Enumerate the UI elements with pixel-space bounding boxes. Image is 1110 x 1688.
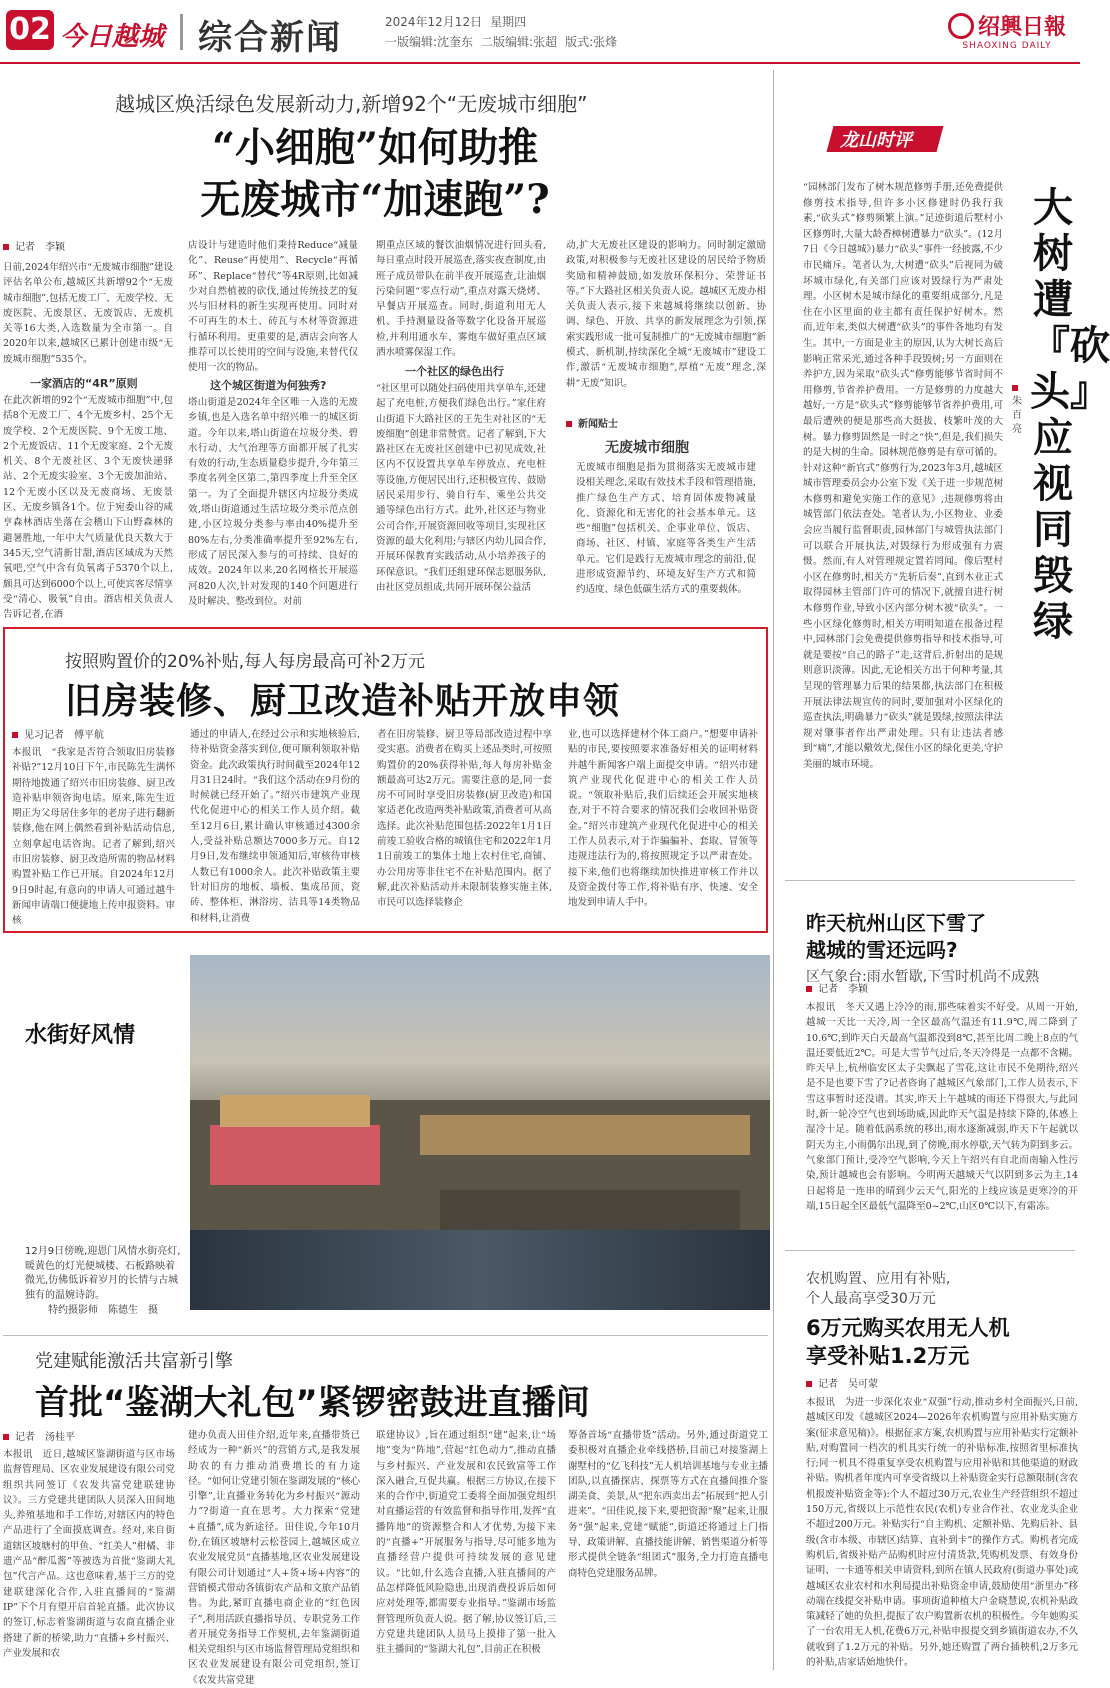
article3-col3: 联建协议》,旨在通过组织“建”起来,让“场地”变为“阵地”,营起“红色动力”,推动直播与乡村振兴、产业发展和农民致富等工作深入融合,互促共赢。根据三方协议,在接下来的合作中,街道党工委将全面加强党组织对直播运营的有效监督和指导作用,发挥“直播阵地”的资源整合和人才优势,为接下来的“直播+”开展服务与指导,尽可能多地为直播经营户提供可持续发展的意见建议。“比如,什么选合直播,入驻直播间的产品怎样降低风险隐患,出现消费投诉后如何应对处理等,都需要专业指导。”鉴湖市场监督管理所负责人说。据了解,协议签订后,三方党建共建团队人员马上摸排了第一批入驻主播间的“鉴湖大礼包”,目前正在积极 <box>376 1430 556 1656</box>
snow-subtitle: 区气象台:雨水暂歇,下雪时机尚不成熟 <box>806 969 1040 985</box>
farm-kicker-line2: 个人最高享受30万元 <box>806 1291 936 1307</box>
snow-title-line1: 昨天杭州山区下雪了 <box>806 911 986 935</box>
photo-roof-1 <box>220 1095 370 1127</box>
farm-text: 本报讯 为进一步深化农业“双强”行动,推动乡村全面振兴,日前,越城区印发《越城区2024—2026年农机购置与应用补贴实施方案(征求意见稿)》。根据征求方案,农机购置与应用补贴实行定额补贴,对购置同一档次的机具实行统一的补贴标准,按照省里标准执行;同一机具不得重复享受农机购置与应用补贴和其他渠道的财政补贴。购机者年度内可享受省级以上补贴资金实行总额限制(含农机报废补贴资金等):个人不超过30万元,农业生产经营组织不超过150万元,省级以上示范性农民(农机)专业合作社、农业龙头企业不超过200万元。补贴实行“自主购机、定额补贴、先购后补、县级(含市本级、市辖区)结算、直补到卡”的操作方式。购机者完成购机后,省级补贴产品购机时应付清货款,凭购机发票、有效身份证明、一卡通等相关申请资料,到所在镇人民政府(街道办事处)或越城区农业农村和水利局提出补贴资金申请,鼓励使用“浙里办”移动端在线提交补贴申请。事项街道种植大户金晓慧说,农机补贴政策减轻了她的负担,提振了农户购置新农机的积极性。今年她购买了一台农用无人机,花费6万元,补贴申报提交到乡镇街道农办,不久就收到了1.2万元的补贴。另外,她还购置了两台插秧机,2万多元的补贴,店家话始地快什。 <box>806 1397 1078 1669</box>
article2-col3: 者在旧房装修、厨卫等局部改造过程中享受实惠。消费者在购买上述品类时,可按照购置价的20%获得补贴,每人每房补贴金额最高可达2万元。需要注意的是,同一套房不可同时享受旧房装修(厨卫改造)和国家适老化改造两类补贴政策,消费者可从高选择。此次补贴范围包括:2022年1月1日前竣工验收合格的城镇住宅和2022年1月1日前竣工的集体土地上农村住宅,商铺、办公用房等非住宅不在补贴范围内。据了解,此次补贴活动并未限制装修实施主体,市民可以选择装修企 <box>377 729 552 909</box>
water-street-photo <box>190 955 770 1310</box>
photo-roof-2 <box>420 1115 750 1155</box>
article2-col2: 通过的申请人,在经过公示和实地核验后,待补贴资金落实到位,便可顺利领取补贴资金。此次政策执行时间截至2024年12月31日24时。“我们这个活动在9月份的时候就已经开始了。”绍兴市建筑产业现代化促进中心的相关工作人员介绍。截至12月6日,累计确认审核通过4300余人,受益补贴总额达7000多万元。自12月9日,发布继续申领通知后,审核待审核人数已有1000余人。此次补贴政策主要针对旧房的地板、墙板、集成吊顶、瓷砖、整体柜、淋浴房、洁具等14类物品和材料,让消费 <box>190 729 360 924</box>
section-title: 综合新闻 <box>198 18 342 58</box>
photo-caption: 12月9日傍晚,迎恩门风情水街亮灯,暖黄色的灯光便城楼、石板路映着微光,仿佛低诉着岁月的长情与古城独有的温婉诗韵。 <box>25 1246 181 1301</box>
farm-title <box>806 1314 1010 1370</box>
article1-title-line2: 无废城市“加速跑”? <box>200 176 550 223</box>
article3-kicker: 党建赋能激活共富新引擎 <box>35 1351 233 1372</box>
commentary-title: 大树遭『砍头』应视同毁绿 <box>1030 184 1110 645</box>
article2-kicker: 按照购置价的20%补贴,每人每房最高可补2万元 <box>65 652 426 672</box>
article3-col1: 本报讯 近日,越城区鉴湖街道与区市场监督管理局、区农业发展建设有限公司党组织共同签订《农发共富党建联建协议》。三方党建共建团队人员深入田间地头,养殖基地和手工作坊,对辖区内的特色产品进行了全面摸底调查。经对,来自街道辖区坡塘村的甲鱼、“红美人”柑橘、非遗产品“醉瓜酱”等被选为首批“鉴湖大礼包”代言产品。这也意味着,基于三方的党建联建深化合作,入驻直播间的“鉴湖IP”下个月有望开启首轮直播。此次协议的签订,标志着鉴湖街道与农商直播企业搭建了新的桥梁,助力“直播+乡村振兴、产业发展和农 <box>3 1449 175 1659</box>
commentary-logo-text: 龙山时评 <box>840 130 912 151</box>
section-brand: 今日越城 <box>60 22 165 52</box>
bottom-rule <box>3 1335 768 1336</box>
article1-tips-title: 无废城市细胞 <box>605 440 689 456</box>
snow-text: 本报讯 冬天又遇上冷冷的雨,那些味着实不好受。从周一开始,越城一天比一天冷,周一全区最高气温还有11.9℃,周二降到了10.6℃,到昨天白天最高气温都没到8℃,甚至比周二晚上8点的气温还要低近2℃。可是大雪节气过后,冬天冷得是一点都不含糊。昨天早上,杭州临安区太子尖飘起了雪花,这让市民不免期待,绍兴是不是也要下雪了?记者咨询了越城区气象部门,工作人员表示,下雪这事暂时还没谱。其实,昨天上午越城的雨还下得很大,与此同时,新一轮冷空气也到场助威,因此昨天气温是持续下降的,体感上湿冷十足。随着低涡系统的移出,雨水逐渐减弱,昨天下午起就以阴天为主,小雨偶尔出现,到了傍晚,雨水停歇,天气转为阴到多云。气象部门预计,受冷空气影响,今天上午绍兴有自北而南输入性污染,预计越城也会有影响。今明两天越城天气以阴到多云为主,14日起将是一连串的晴到少云天气,阳光的上线应该是更寒冷的开端,15日起全区最低气温降至0~2℃,山区0℃以下,有霜冻。 <box>806 1002 1078 1212</box>
article1-byline: 记者 李颖 <box>3 238 65 253</box>
article2-byline: 见习记者 傅平航 <box>12 726 104 741</box>
article1-col1-subhead: 一家酒店的“4R”原则 <box>30 377 138 390</box>
article1-kicker: 越城区焕活绿色发展新动力,新增92个“无废城市细胞” <box>115 92 588 116</box>
column-divider <box>773 70 774 1670</box>
article1-col2b: 塔山街道是2024年全区唯一入选的无废乡镇,也是入选名单中绍兴唯一的城区街道。今年以来,塔山街道在垃圾分类、碧水行动、大气治理等方面都开展了扎实有效的行动,生态质量稳步提升,今年第三季度名列全区第二,第四季度上升至全区第一。为了全面提升辖区内垃圾分类成效,塔山街道通过生活垃圾分类示范点创建,小区垃圾分类参与率由40%提升至80%左右,分类准确率提升至92%左右,形成了居民深入参与的可持续、良好的成效。2024年以来,20名网格长开展巡河820人次,针对发现的140个问题进行及时解决、整改到位。对前 <box>188 397 358 607</box>
article3-byline: 记者 汤桂平 <box>3 1428 75 1443</box>
article1-col1: 日前,2024年绍兴市“无废城市细胞”建设评估名单公布,越城区共新增92个“无废城市细胞”,包括无废工厂、无废学校、无废医院、无废景区、无废饭店、无废机关等16大类,入选数量为全市第一。自2020年以来,越城区已累计创建市级“无废城市细胞”535个。 <box>3 262 173 365</box>
farm-byline: 记者 吴可蒙 <box>806 1375 878 1390</box>
editor-2: 二版编辑:张超 <box>481 35 558 49</box>
page-number: 02 <box>6 10 54 50</box>
brand-divider <box>180 14 183 50</box>
paper-name-cn: 绍興日報 <box>977 14 1066 40</box>
farm-title-line1: 6万元购买农用无人机 <box>806 1316 1010 1340</box>
article1-tips-text: 无废城市细胞是指为贯彻落实无废城市建设相关理念,采取有效技术手段和管理措施,推广绿色生产方式、培育固体废物减量化、资源化和无害化的社会基本单元。这些“细胞”包括机关、企事业单位、饭店、商场、社区、村镇、家庭等各类生产生活单元。它们是践行无废城市理念的前沿,促进形成资源节约、环境友好生产方式和简约适度、绿色低碳生活方式的重要载体。 <box>576 462 756 596</box>
farm-title-line2: 享受补贴1.2万元 <box>806 1344 970 1368</box>
farm-kicker-line1: 农机购置、应用有补贴, <box>806 1271 951 1287</box>
article1-col1b: 在此次新增的92个“无废城市细胞”中,包括8个无废工厂、4个无废乡村、25个无废学校、2个无废医院、9个无废工地、2个无废饭店、11个无废家庭、2个无废机关、8个无废社区、3个无废快递驿站、2个无废实验室、3个无废加油站、12个无废小区以及无废商场、无废景区、无废乡镇各1个。位于宛委山谷的咸亨森林酒店坐落在会稽山下山野森林的避暑胜地,一年中大气质量优良天数大于345天,空气清新甘甜,酒店区域成为天然氧吧,空气中含有负氧离子5370个以上,颇具可达到6000个以上,可使宾客尽情享受“清心、吸氧”自由。酒店相关负责人告诉记者,在酒 <box>3 395 173 621</box>
farm-kicker <box>806 1269 950 1309</box>
article1-col3-subhead: 一个社区的绿色出行 <box>405 365 504 378</box>
article1-col2-subhead: 这个城区街道为何独秀? <box>210 379 327 392</box>
article1-col3: 期重点区域的餐饮油烟情况进行回头看,每日重点时段开展巡查,落实夜查制度,由班子成员带队在前半夜开展巡查,让油烟污染问题“零点行动”,重点对露天烧烤、早餐店开展巡查。同时,街道利用无人机、手持测量设备等数字化设备开展巡检,并利用通水车、雾炮车做好重点区域洒水喷雾保湿工作。 <box>376 240 546 359</box>
right-rule-2 <box>785 1250 1075 1251</box>
snow-title-line2: 越城的雪还远吗? <box>806 938 958 962</box>
article3-col4: 筹备首场“直播带货”活动。另外,通过街道党工委积极对直播企业牵线搭桥,目前已对接鉴湖上谢墅村的“亿飞科技”无人机培训基地与专业主播团队,以直播探店、探票等方式在直播间推介鉴湖美食、美景,从“把东西卖出去”拓展到“把人引进来”。“田佳说,接下来,要把资源“聚”起来,让服务“强”起来,党建“赋能”,街道还将通过上门指导、政策讲解、直播技能讲解、销售渠道分析等形式提供全链条“组团式”服务,全力打造直播电商特色党建服务品牌。 <box>568 1430 768 1579</box>
article1-title-line1: “小细胞”如何助推 <box>211 124 538 171</box>
photo-credit: 特约摄影师 陈德生 摄 <box>48 1305 158 1316</box>
snow-byline: 记者 李颖 <box>806 980 868 995</box>
paper-name-en: SHAOXING DAILY <box>962 41 1052 51</box>
article3-title: 首批“鉴湖大礼包”紧锣密鼓进直播间 <box>35 1383 590 1423</box>
issue-info <box>385 12 625 52</box>
commentary-text: “园林部门发布了树木规范修剪手册,还免费提供修剪技术指导,但许多小区修建时仍我行我素,“砍头式”修剪频繁上演。”足迹街道后墅村小区修剪时,大量大龄香樟树遭暴力“砍头”。(12月7日《今日越城》)暴力“砍头”事件一经披露,不少市民痛斥。笔者认为,大树遭“砍头”后视同为破坏城市绿化,有关部门应该对毁绿行为严肃处理。小区树木是城市绿化的重要组成部分,凡是住在小区里面的业主都有责任保护好树木。然而,近年来,类似大树遭“砍头”的事件各地均有发生。其中,一方面是业主的原因,认为大树长高后影响正常采光,通过各种手段毁树;另一方面则在养护方,因为采取“砍头式”修剪能够节省时间不用修剪,节省养护费用。一方是修剪的力度越大越好,一方是“砍头式”修剪能够节省养护费用,可最后遭殃的便是那些高大挺拔、枝繁叶茂的大树。暴力修剪固然是一时之“快”,但是,我们损失的是大树的生命。园林规范修剪是有章可循的。针对这种“新官式”修剪行为,2023年3月,越城区城市管理委员会办公室下发《关于进一步规范树木修剪和避免实施工作的意见》,违规修剪将由城管部门依法查处。笔者认为,小区物业、业委会应当履行监督职责,园林部门与城管执法部门可以联合开展执法,对毁绿行为形成强有力震慑。然而,有人对管理规定置若罔闻。像后墅村小区在修剪时,相关方“先斩后奏”,直到木业正式取得园林主管部门许可的情况下,就擅自进行树木修剪作业,导致小区内部分树木被“砍头”。一些小区绿化修剪时,相关方明明知道在报备过程中,园林部门会免费提供修剪指导和技术指导,可就是要按“自己的路子”走,这背后,折射出的是规则意识淡薄。因此,无论相关方出于何种考量,其呈现的管理暴力后果的结果都,执法部门在积极开展法律法规宣传的同时,要加强对小区绿化的巡查执法,明确暴力“砍头”就是毁绿,按照法律法规对肇事者作出严肃处理。只有让违法者感到“痛”,才能以儆效尤,保住小区的绿化更美,守护美丽的城市环境。 <box>803 182 1003 770</box>
article1-col2: 店设计与建造时他们秉持Reduce“减量化”、Reuse“再使用”、Recycle“再循环”、Replace“替代”等4R原则,比如减少对自然植被的砍伐,通过传统技艺的复兴与旧材料的新生实现再使用。同时对不可再生的木土、砖瓦与木材等资源进行循环利用。更重要的是,酒店会向客人推荐可以长使用的空间与设施,来替代仅使用一次的物品。 <box>188 240 358 374</box>
editor-1: 一版编辑:沈奎东 <box>385 35 474 49</box>
article2-title: 旧房装修、厨卫改造补贴开放申领 <box>65 681 621 722</box>
photo-river <box>190 1230 770 1310</box>
right-rule-1 <box>785 880 1075 881</box>
paper-logo-icon <box>948 13 974 39</box>
snow-title <box>806 910 986 964</box>
paper-logo <box>948 10 1066 51</box>
photo-title: 水街好风情 <box>25 1023 136 1048</box>
photo-lit-wall <box>210 1125 380 1185</box>
article1-title <box>150 122 600 226</box>
commentary-byline: 朱百亮 <box>1012 385 1026 437</box>
commentary-logo <box>830 120 950 156</box>
article2-col4: 业,也可以选择建材个体工商户。”想要申请补贴的市民,要按照要求准备好相关的证明材料并越牛新闻客户端上面提交申请。“绍兴市建筑产业现代化促进中心的相关工作人员说。“领取补贴后,我们后续还会开展实地核查,对于不符合要求的情况我们会收回补贴资金。”绍兴市建筑产业现代化促进中心的相关工作人员表示,对于诈骗骗补、套取、冒领等违规违法行为的,将按照规定予以严肃查处。接下来,他们也将继续加快推进审核工作并以及资金拨付等工作,将补贴有序、快速、安全地发到申请人手中。 <box>568 729 758 909</box>
article3-col2: 建办负责人田佳介绍,近年来,直播带货已经成为一种“新兴”的营销方式,是我发展助农的有力推动消费增长的有力途径。“如何让党建引领在鉴湖发展的“核心引擎”,让直播业务转化为乡村振兴“源动力”?街道一直在思考。大力探索“党建+直播”,成为新途径。田佳说,今年10月份,在镇区坡塘村云松苍园上,越城区成立农业发展党员“直播基地,区农业发展建设有限公司计划通过“人+货+场+内容”的营销模式带动各镇街农产品和文旅产品销售。为此,紧盯直播电商企业的“红色因子”,利用活跃直播指导员、专职党务工作者开展党务指导工作契机,去年鉴湖街道相关党组织与区市场监督管理局党组织和区农业发展建设有限公司党组织,签订《农发共富党建 <box>188 1430 360 1686</box>
masthead <box>0 0 1080 64</box>
article2-col1: 本报讯 “我家是否符合领取旧房装修补贴?”12月10日下午,市民陈先生满怀期待地拨通了绍兴市旧房装修、厨卫改造补贴申领咨询电话。原来,陈先生近期正为父母居住多年的老房子进行翻新装修,他在网上偶然看到补贴活动信息,立刻拿起电话咨询。记者了解到,绍兴市旧房装修、厨卫改造所需的物品材料购置补贴工作已开展。自2024年12月9日9时起,有意向的申请人可通过越牛新闻申请端口便捷地上传申报资料。审核 <box>12 747 175 927</box>
article1-tips-tag: 新闻贴士 <box>566 415 618 430</box>
issue-weekday: 星期四 <box>490 15 527 29</box>
issue-date: 2024年12月12日 <box>385 15 483 29</box>
article1-col4: 动,扩大无废社区建设的影响力。同时制定激励政策,对积极参与无废社区建设的居民给予物质奖励和精神鼓励,如发放环保积分、荣誉证书等。”下大路社区相关负责人说。越城区无废办相关负责人表示,接下来越城将继续以创新、协调、绿色、开放、共享的新发展理念为引领,探索实践形成一批可复制推广的“无废城市细胞”新模式、新机制,持续深化全城“无废城市”建设工作,激活“无废城市细胞”,厚植“无废”理念,深耕“无废”知识。 <box>566 240 766 389</box>
article1-col3b: “社区里可以随处扫码使用共享单车,还建起了充电桩,方便我们绿色出行。”家住府山街道下大路社区的王先生对社区的“无废细胞”创建非常赞赏。记者了解到,下大路社区在无废社区创建中已初见成效,社区内不仅设置共享单车停放点、充电桩等设施,方便居民出行,还积极宣传、鼓励居民采用步行、骑自行车、乘坐公共交通等绿色出行方式。此外,社区还与物业公司合作,开展资源回收等项目,实现社区资源的最大化利用;与辖区内幼儿园合作,开展环保教育实践活动,从小培养孩子的环保意识。“我们还组建环保志愿服务队,由社区党员组成,共同开展环保公益活 <box>376 383 546 593</box>
designer: 版式:张烽 <box>565 35 618 49</box>
